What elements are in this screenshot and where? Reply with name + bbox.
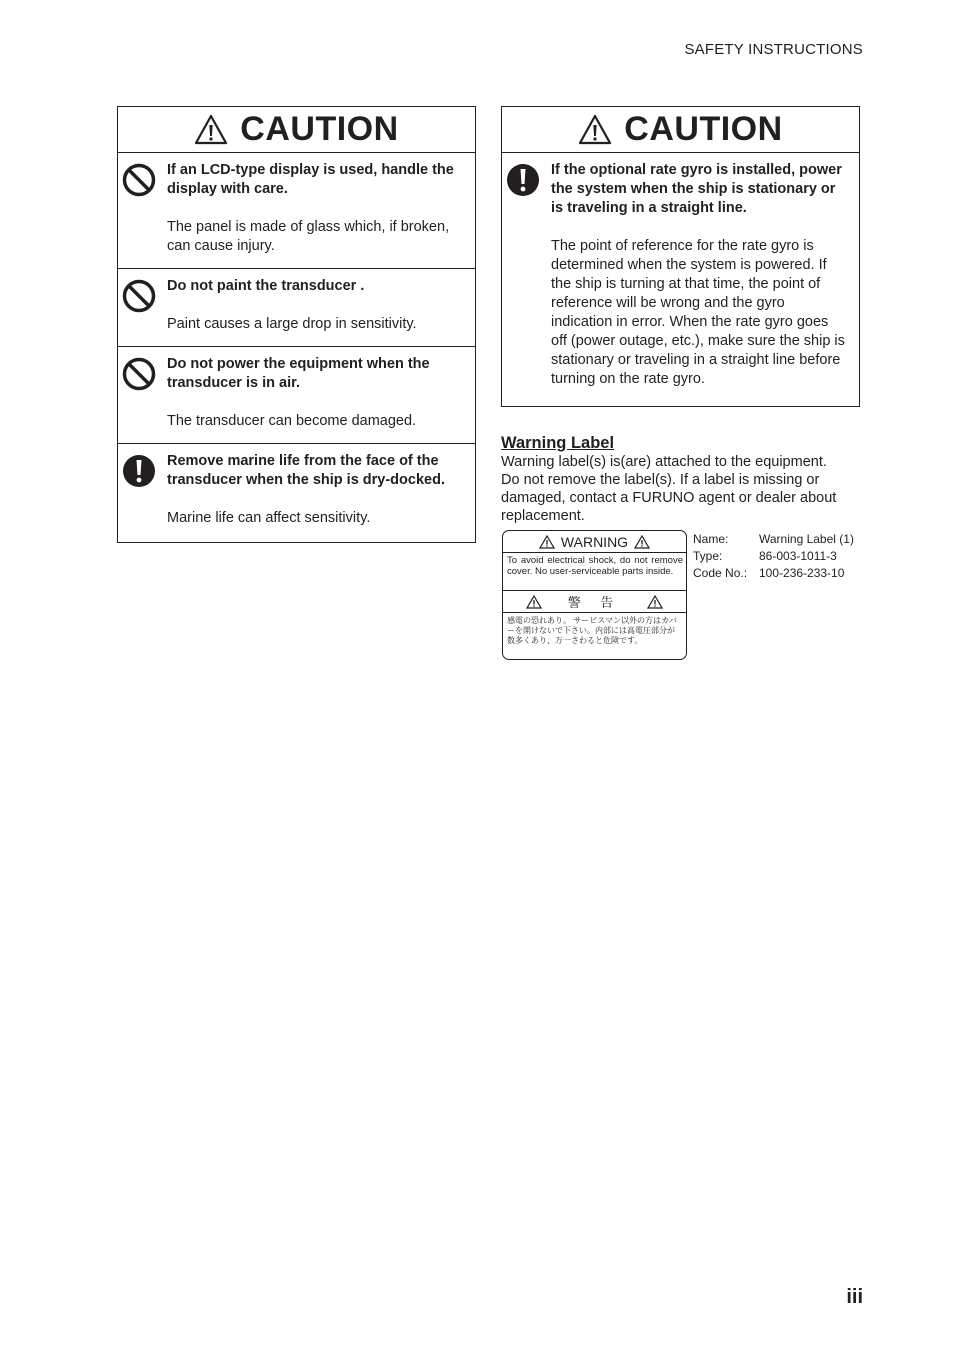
warning-triangle-icon <box>539 535 555 549</box>
mandatory-action-icon <box>506 163 540 197</box>
caution-heading-left <box>118 107 475 153</box>
prohibition-icon <box>122 279 156 313</box>
mandatory-action-icon <box>122 454 156 488</box>
label-info-key: Name: <box>693 532 729 546</box>
label-info-value: Warning Label (1) <box>759 532 854 546</box>
caution-item-headline: Do not paint the transducer . <box>167 278 365 294</box>
warning-triangle-icon <box>578 114 612 145</box>
label-english-text: To avoid electrical shock, do not remove cover. No user-serviceable parts inside. <box>503 553 686 591</box>
prohibition-icon <box>122 357 156 391</box>
page-header-title: SAFETY INSTRUCTIONS <box>684 41 863 58</box>
caution-box-left <box>117 106 476 543</box>
caution-item-headline: If an LCD-type display is used, handle the display with care. <box>167 162 454 197</box>
label-jp-text: 感電の恐れあり。 サービスマン以外の方はカバーを開けないで下さい。内部には高電圧部分が数多くあり、万一さわると危険です。 <box>507 616 678 645</box>
caution-item-body: The transducer can become damaged. <box>167 413 417 429</box>
label-jp-title-row <box>503 591 686 613</box>
caution-item-body: Paint causes a large drop in sensitivity. <box>167 316 417 332</box>
label-info <box>693 531 854 582</box>
warning-label-illustration <box>502 530 687 660</box>
caution-heading-right <box>502 107 859 153</box>
label-info-key: Code No.: <box>693 566 748 580</box>
caution-item-headline: Do not power the equipment when the transducer is in air. <box>167 356 430 391</box>
caution-title: CAUTION <box>240 110 399 148</box>
warning-triangle-icon <box>526 595 542 609</box>
label-info-type-row <box>693 548 854 565</box>
label-info-value: 100-236-233-10 <box>759 566 845 580</box>
caution-item-body: Marine life can affect sensitivity. <box>167 510 371 526</box>
label-info-key: Type: <box>693 549 723 563</box>
label-info-code-row <box>693 565 854 582</box>
caution-title: CAUTION <box>624 110 783 148</box>
label-info-name-row <box>693 531 854 548</box>
caution-item <box>118 269 475 347</box>
warning-triangle-icon <box>634 535 650 549</box>
warning-triangle-icon <box>194 114 228 145</box>
warning-label-heading: Warning Label <box>501 434 615 452</box>
prohibition-icon <box>122 163 156 197</box>
caution-item <box>118 153 475 269</box>
caution-item-headline: If the optional rate gyro is installed, power the system when the ship is stationary or is traveling in a straight line. <box>551 162 842 216</box>
caution-item <box>118 444 475 542</box>
caution-item-headline: Remove marine life from the face of the transducer when the ship is dry-docked. <box>167 453 445 488</box>
caution-item <box>502 153 859 406</box>
page-number: iii <box>846 1286 863 1308</box>
label-title: WARNING <box>560 533 629 550</box>
caution-box-right <box>501 106 860 407</box>
warning-triangle-icon <box>647 595 663 609</box>
warning-label-section <box>501 433 871 525</box>
label-info-value: 86-003-1011-3 <box>759 549 837 563</box>
caution-item <box>118 347 475 444</box>
label-jp-title: 警 告 <box>567 595 622 610</box>
label-title-row <box>503 531 686 553</box>
warning-label-description: Warning label(s) is(are) attached to the equipment. Do not remove the label(s). If a label is missing or damaged, contact a FURUNO agent or dealer about replacement. <box>501 454 837 524</box>
caution-item-body: The point of reference for the rate gyro is determined when the system is powered. If the ship is turning at that time, the point of reference will be wrong and the gyro indication in error. When the rate gyro goes off (power outage, etc.), make sure the ship is stationary or traveling in a straight line before turning on the rate gyro. <box>551 238 845 387</box>
caution-item-body: The panel is made of glass which, if broken, can cause injury. <box>167 219 450 254</box>
